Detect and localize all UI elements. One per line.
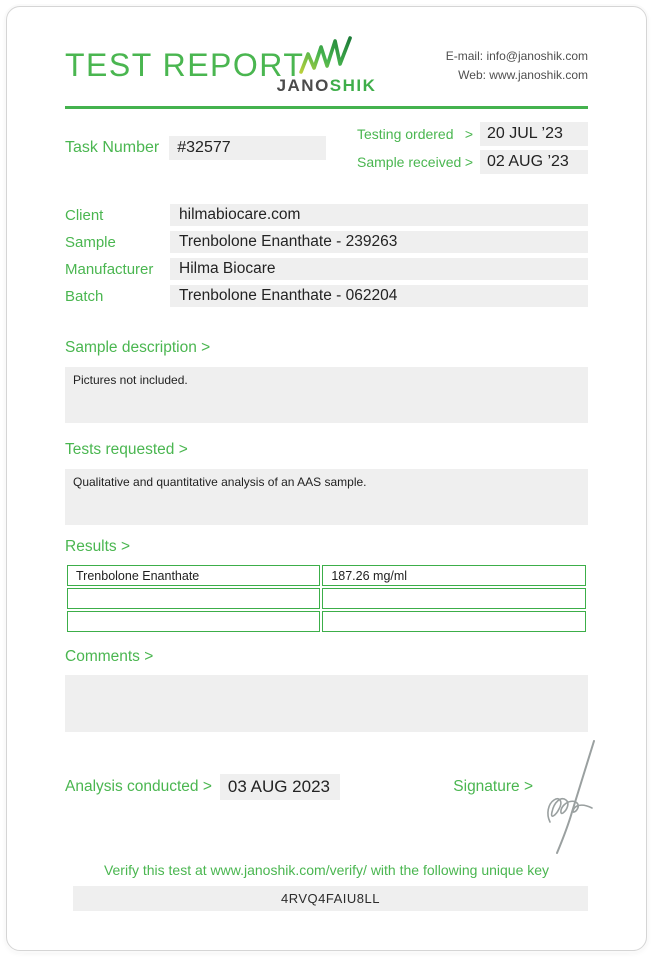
testing-ordered-value: 20 JUL ’23 <box>480 122 588 146</box>
arrow-glyph: > <box>464 154 473 170</box>
sample-description-box: Pictures not included. <box>65 367 588 423</box>
analysis-signature-row <box>65 774 588 800</box>
sample-received-row <box>357 150 588 174</box>
logo <box>277 35 377 96</box>
email-value: info@janoshik.com <box>486 48 588 63</box>
task-number-group <box>65 122 326 174</box>
result-substance-cell <box>67 588 320 609</box>
comments-box <box>65 675 588 732</box>
analysis-conducted-value: 03 AUG 2023 <box>220 774 340 800</box>
arrow-glyph: > <box>464 126 473 142</box>
web-value: www.janoshik.com <box>489 67 588 82</box>
email-label: E-mail: <box>445 48 484 63</box>
result-value-cell <box>322 588 586 609</box>
unique-key-box: 4RVQ4FAIU8LL <box>73 886 588 911</box>
signature-label: Signature > <box>453 778 533 795</box>
info-row-batch <box>65 285 588 307</box>
growth-chart-icon <box>295 35 357 75</box>
testing-ordered-row <box>357 122 588 146</box>
table-row <box>67 588 586 609</box>
contact-web-line <box>446 66 588 85</box>
result-value-cell: 187.26 mg/ml <box>322 565 586 586</box>
logo-wordmark <box>277 76 377 96</box>
page-title: TEST REPORT <box>65 47 305 83</box>
report-card <box>6 6 647 951</box>
comments-heading: Comments > <box>65 648 154 665</box>
client-value: hilmabiocare.com <box>170 204 588 226</box>
tests-requested-box: Qualitative and quantitative analysis of an AAS sample. <box>65 469 588 525</box>
logo-text-shik: SHIK <box>329 76 377 95</box>
results-heading: Results > <box>65 538 131 555</box>
table-row <box>67 565 586 586</box>
task-number-label: Task Number <box>65 139 160 156</box>
testing-ordered-label <box>357 126 473 142</box>
signature-group <box>453 778 533 796</box>
batch-value: Trenbolone Enanthate - 062204 <box>170 285 588 307</box>
info-row-client <box>65 204 588 226</box>
sample-label: Sample <box>65 233 116 251</box>
sample-received-value: 02 AUG ’23 <box>480 150 588 174</box>
testing-ordered-text: Testing ordered <box>357 126 454 142</box>
results-table <box>65 563 588 634</box>
manufacturer-label: Manufacturer <box>65 260 154 278</box>
client-label: Client <box>65 206 104 224</box>
verify-text: Verify this test at www.janoshik.com/verify/ with the following unique key <box>103 862 550 878</box>
web-label: Web: <box>458 67 486 82</box>
analysis-conducted-label: Analysis conducted > <box>65 778 212 795</box>
tests-requested-heading: Tests requested > <box>65 441 188 458</box>
batch-label: Batch <box>65 287 104 305</box>
result-substance-cell: Trenbolone Enanthate <box>67 565 320 586</box>
task-number-value: #32577 <box>169 136 326 160</box>
logo-text-jano: JANO <box>276 76 330 95</box>
result-value-cell <box>322 611 586 632</box>
sample-info-block <box>65 204 588 307</box>
contact-info <box>446 47 588 84</box>
info-row-manufacturer <box>65 258 588 280</box>
report-header <box>65 33 588 109</box>
table-row <box>67 611 586 632</box>
dates-group <box>357 122 588 174</box>
result-substance-cell <box>67 611 320 632</box>
contact-email-line <box>446 47 588 66</box>
task-row <box>65 122 588 174</box>
sample-value: Trenbolone Enanthate - 239263 <box>170 231 588 253</box>
sample-received-text: Sample received <box>357 154 462 170</box>
sample-description-heading: Sample description > <box>65 339 211 356</box>
signature-scribble-icon <box>531 738 611 856</box>
manufacturer-value: Hilma Biocare <box>170 258 588 280</box>
sample-received-label <box>357 154 473 170</box>
analysis-conducted-group <box>65 774 340 800</box>
info-row-sample <box>65 231 588 253</box>
